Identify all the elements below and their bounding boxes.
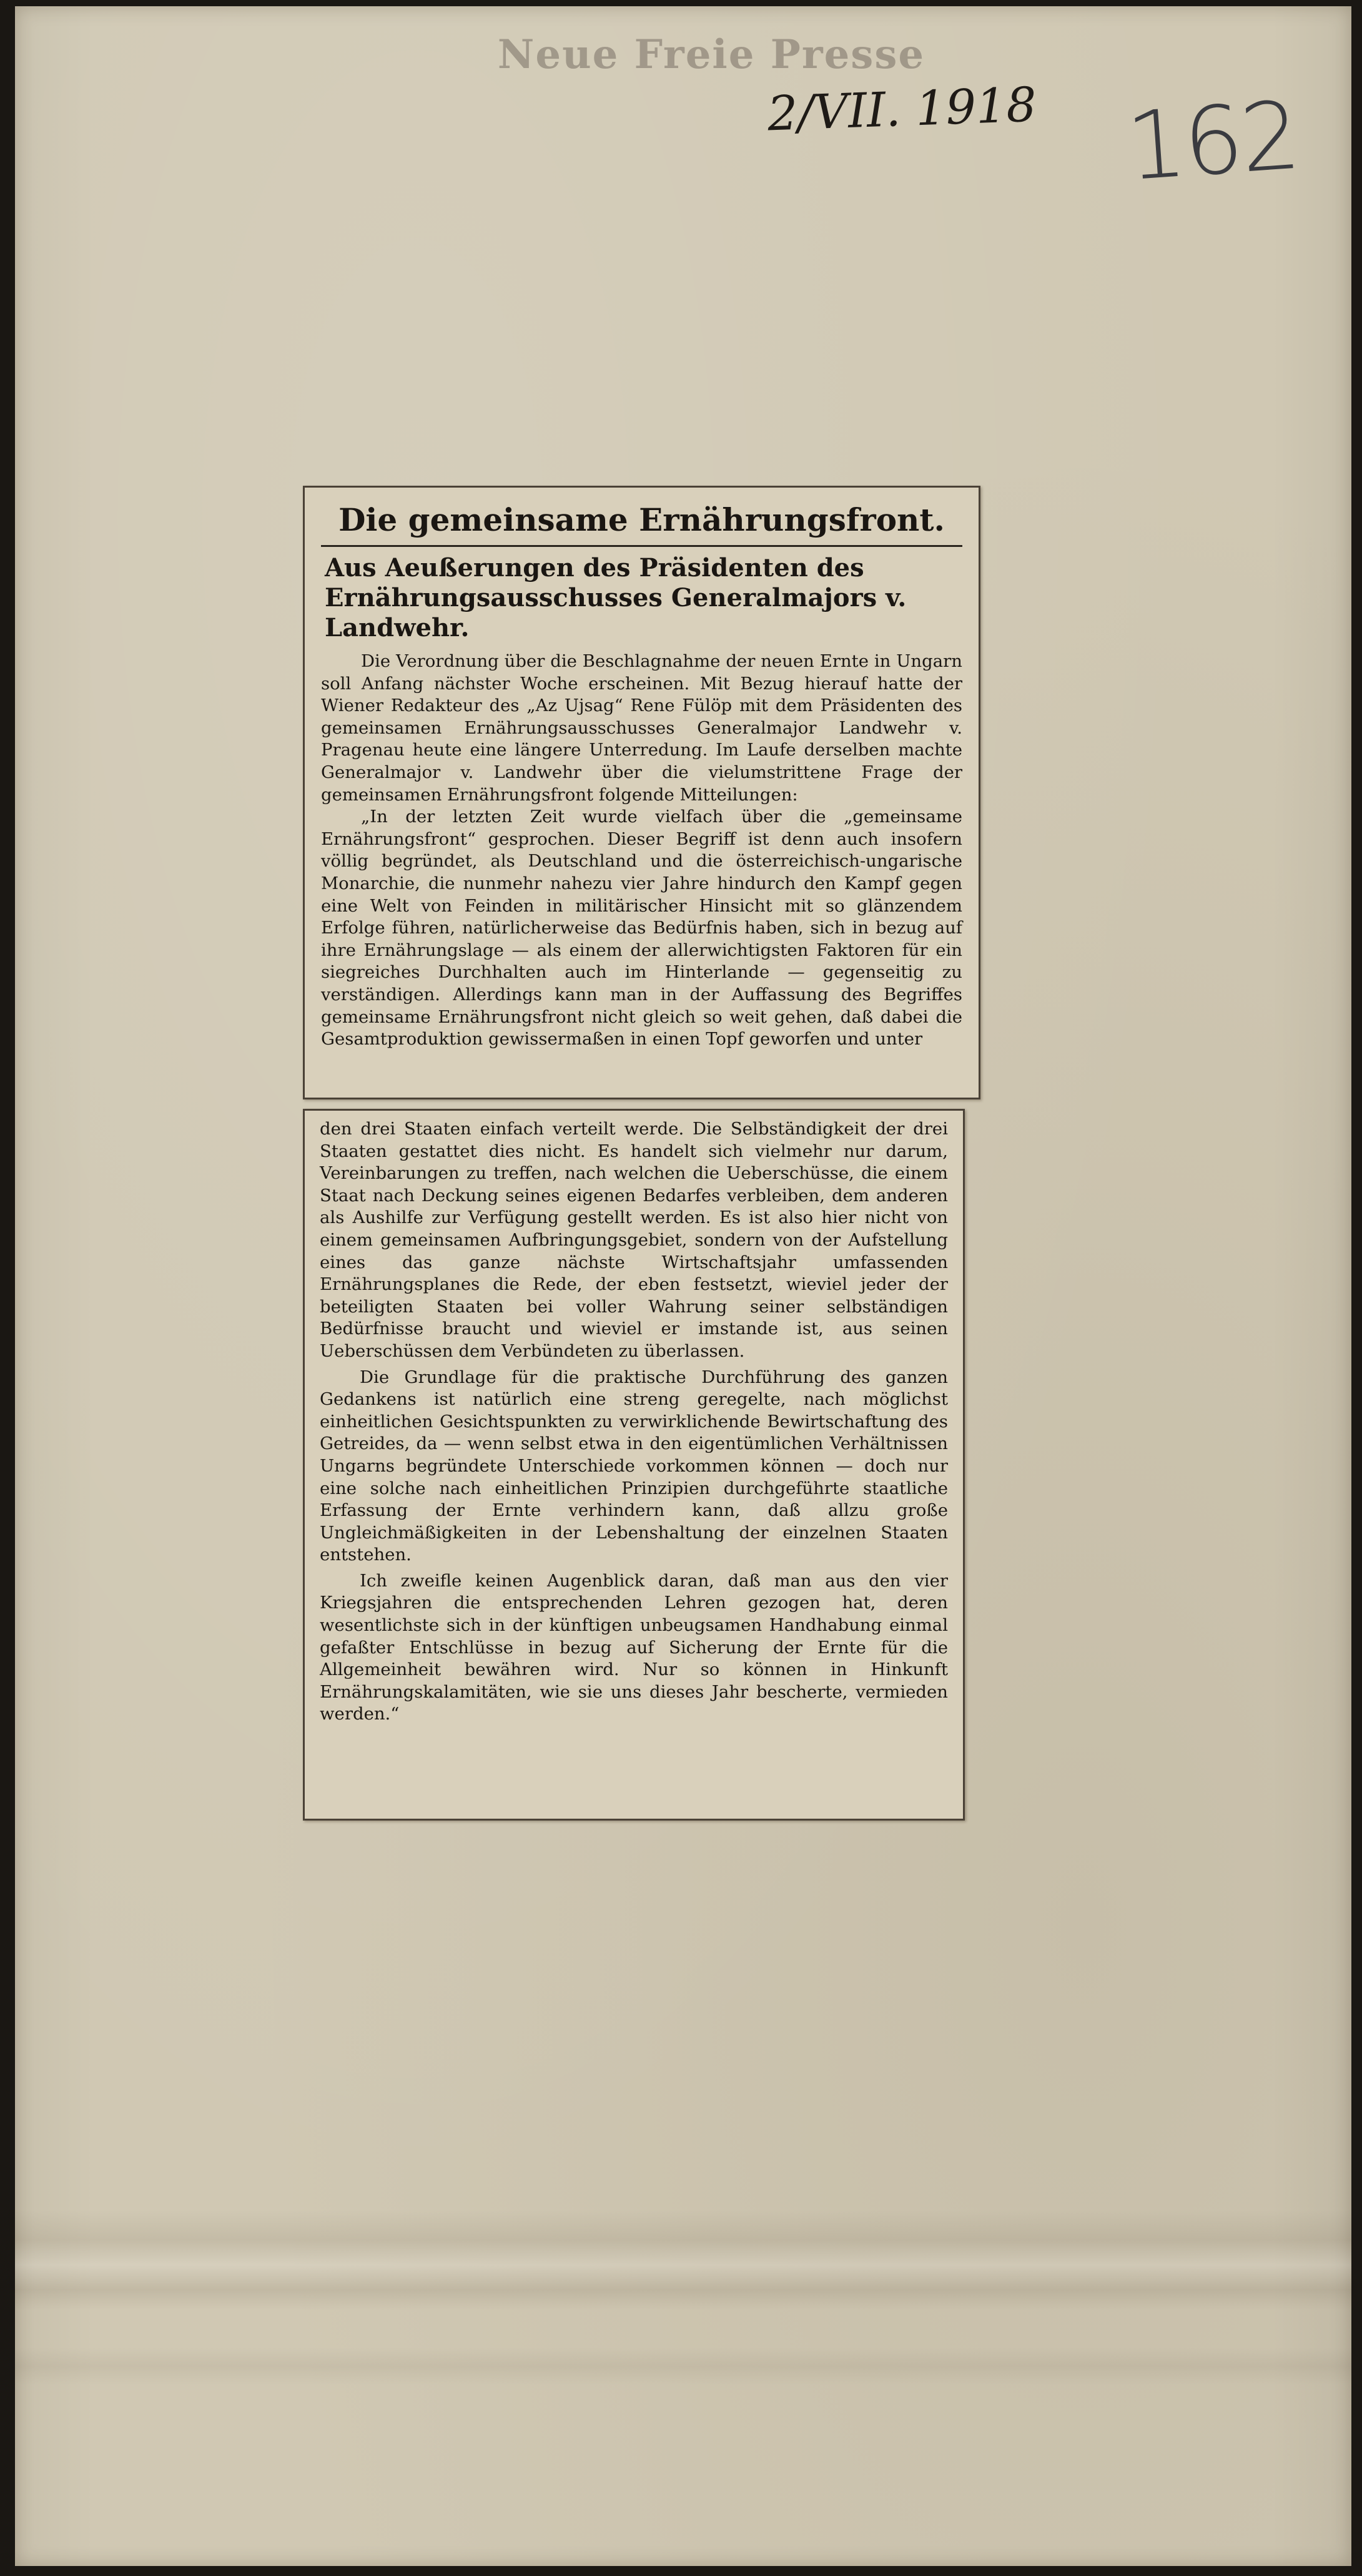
article-paragraph: Ich zweifle keinen Augenblick daran, daß man aus den vier Kriegsjahren die entsprechenden Lehren gezogen hat, deren wesentlichste sich in der künftigen unbeugsamen Handhabung einmal gefaßter Entschlüsse in bezug auf Sicherung der Ernte für die Allgemeinheit bewähren wird. Nur so können in Hinkunft Ernährungskalamitäten, wie sie uns dieses Jahr bescherte, vermieden werden.“ — [320, 1570, 948, 1724]
article-headline: Die gemeinsame Ernährungsfront. — [321, 500, 962, 547]
article-paragraph: Die Grundlage für die praktische Durchführung des ganzen Gedankens ist natürlich eine streng geregelte, nach möglichst einheitlichen Gesichtspunkten zu verwirklichende Bewirtschaftung des Getreides, da — wenn selbst etwa in den eigentümlichen Verhältnissen Ungarns begründete Unterschiede vorkommen können — doch nur eine solche nach einheitlichen Prinzipien durchgeführte staatliche Erfassung der Ernte verhindern kann, daß allzu große Ungleichmäßigkeiten in der Lebenshaltung der einzelnen Staaten entstehen. — [320, 1367, 948, 1565]
article-subheadline: Aus Aeußerungen des Präsidenten des Ernährungsausschusses Generalmajors v. Landwehr. — [325, 553, 907, 642]
article-paragraph: „In der letzten Zeit wurde vielfach über die „gemeinsame Ernährungsfront“ gesprochen. Dieser Begriff ist denn auch insofern völlig begründet, als Deutschland und die österreichisch-ungarische Monarchie, die nunmehr nahezu vier Jahre hindurch den Kampf gegen eine Welt von Feinden in militärischer Hinsicht mit so glänzendem Erfolge führen, natürlicherweise das Bedürfnis haben, sich in bezug auf ihre Ernährungslage — als einem der allerwichtigsten Faktoren für ein siegreiches Durchhalten auch im Hinterlande — gegenseitig zu verständigen. Allerdings kann man in der Auffassung des Begriffes gemeinsame Ernährungsfront nicht gleich so weit gehen, daß dabei die Gesamtproduktion gewissermaßen in einen Topf geworfen und unter — [321, 807, 962, 1050]
handwritten-date: 2/VII. 1918 — [766, 76, 1038, 142]
archive-number: 162 — [1123, 81, 1302, 202]
paper-fold — [15, 2210, 1351, 2310]
newspaper-stamp: Neue Freie Presse — [497, 31, 925, 78]
paper-fold-lower — [15, 2347, 1351, 2385]
newspaper-clipping-lower — [303, 1109, 965, 1821]
article-paragraph: den drei Staaten einfach verteilt werde. Die Selbständigkeit der drei Staaten gestattet dies nicht. Es handelt sich vielmehr nur darum, Vereinbarungen zu treffen, nach welchen die Ueberschüsse, die einem Staat nach Deckung seines eigenen Bedarfes verbleiben, dem anderen als Aushilfe zur Verfügung gestellt werden. Es ist also hier nicht von einem gemeinsamen Aufbringungsgebiet, sondern von der Aufstellung eines das ganze nächste Wirtschaftsjahr umfassenden Ernährungsplanes die Rede, der eben festsetzt, wieviel jeder der beteiligten Staaten bei voller Wahrung seiner selbständigen Bedürfnisse braucht und wieviel er imstande ist, aus seinen Ueberschüssen dem Verbündeten zu überlassen. — [320, 1119, 948, 1361]
article-paragraph: Die Verordnung über die Beschlagnahme der neuen Ernte in Ungarn soll Anfang nächster Woche erscheinen. Mit Bezug hierauf hatte der Wiener Redakteur des „Az Ujsag“ Rene Fülöp mit dem Präsidenten des gemeinsamen Ernährungsausschusses Generalmajor Landwehr v. Pragenau heute eine längere Unterredung. Im Laufe derselben machte Generalmajor v. Landwehr über die vielumstrittene Frage der gemeinsamen Ernährungsfront folgende Mitteilungen: — [321, 651, 962, 805]
newspaper-clipping-upper — [303, 486, 980, 1099]
